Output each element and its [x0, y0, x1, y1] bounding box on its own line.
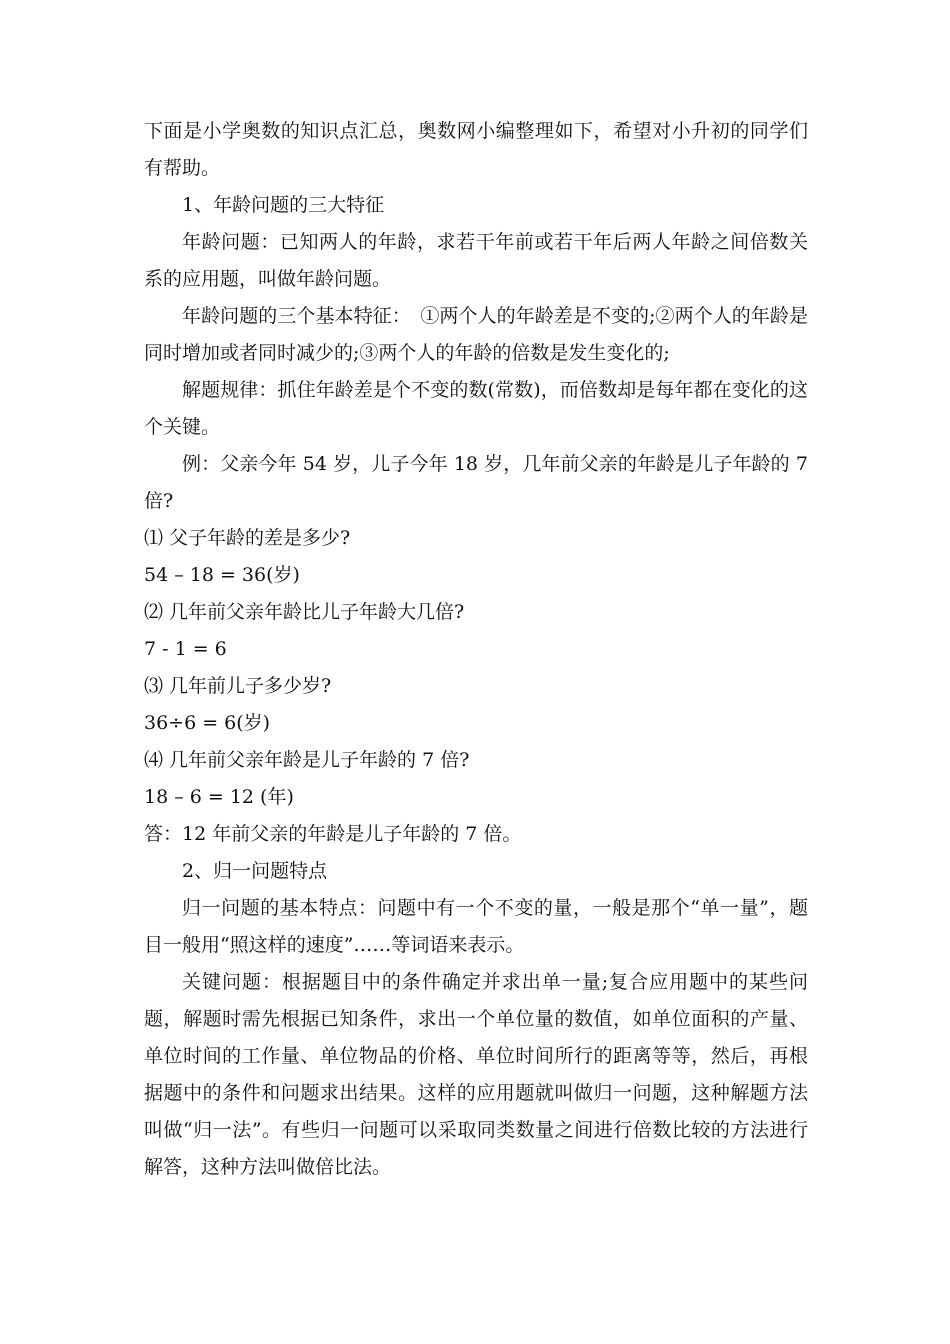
- document-body: [144, 113, 808, 1186]
- step-2-question: ⑵ 几年前父亲年龄比儿子年龄大几倍?: [144, 601, 465, 623]
- age-problem-definition: 年龄问题：已知两人的年龄，求若干年前或若干年后两人年龄之间倍数关系的应用题，叫做年龄问题。: [144, 231, 808, 290]
- section-heading-age-problems: 1、年龄问题的三大特征: [182, 194, 385, 216]
- intro-paragraph: 下面是小学奥数的知识点汇总，奥数网小编整理如下，希望对小升初的同学们有帮助。: [144, 120, 808, 179]
- step-2-equation: 7 - 1 = 6: [144, 638, 227, 660]
- step-3-question: ⑶ 几年前儿子多少岁?: [144, 675, 332, 697]
- step-1-question: ⑴ 父子年龄的差是多少?: [144, 527, 351, 549]
- age-problem-features: 年龄问题的三个基本特征： ①两个人的年龄差是不变的;②两个人的年龄是同时增加或者同时减少的;③两个人的年龄的倍数是发生变化的;: [144, 305, 808, 364]
- step-3-equation: 36÷6 = 6(岁): [144, 712, 271, 734]
- example-answer: 答：12 年前父亲的年龄是儿子年龄的 7 倍。: [144, 823, 522, 845]
- example-question: 例：父亲今年 54 岁，儿子今年 18 岁，几年前父亲的年龄是儿子年龄的 7 倍?: [144, 453, 808, 512]
- section-heading-unit-problems: 2、归一问题特点: [182, 860, 328, 882]
- step-4-question: ⑷ 几年前父亲年龄是儿子年龄的 7 倍?: [144, 749, 470, 771]
- step-4-equation: 18 – 6 = 12 (年): [144, 786, 294, 808]
- step-1-equation: 54 – 18 = 36(岁): [144, 564, 300, 586]
- unit-problem-features: 归一问题的基本特点：问题中有一个不变的量，一般是那个“单一量”，题目一般用“照这样的速度”……等词语来表示。: [144, 897, 808, 956]
- age-problem-rule: 解题规律：抓住年龄差是个不变的数(常数)，而倍数却是每年都在变化的这个关键。: [144, 379, 808, 438]
- unit-problem-key-question: 关键问题：根据题目中的条件确定并求出单一量;复合应用题中的某些问题，解题时需先根据已知条件，求出一个单位量的数值，如单位面积的产量、单位时间的工作量、单位物品的价格、单位时间所行的距离等等，然后，再根据题中的条件和问题求出结果。这样的应用题就叫做归一问题，这种解题方法叫做“归一法”。有些归一问题可以采取同类数量之间进行倍数比较的方法进行解答，这种方法叫做倍比法。: [144, 971, 808, 1178]
